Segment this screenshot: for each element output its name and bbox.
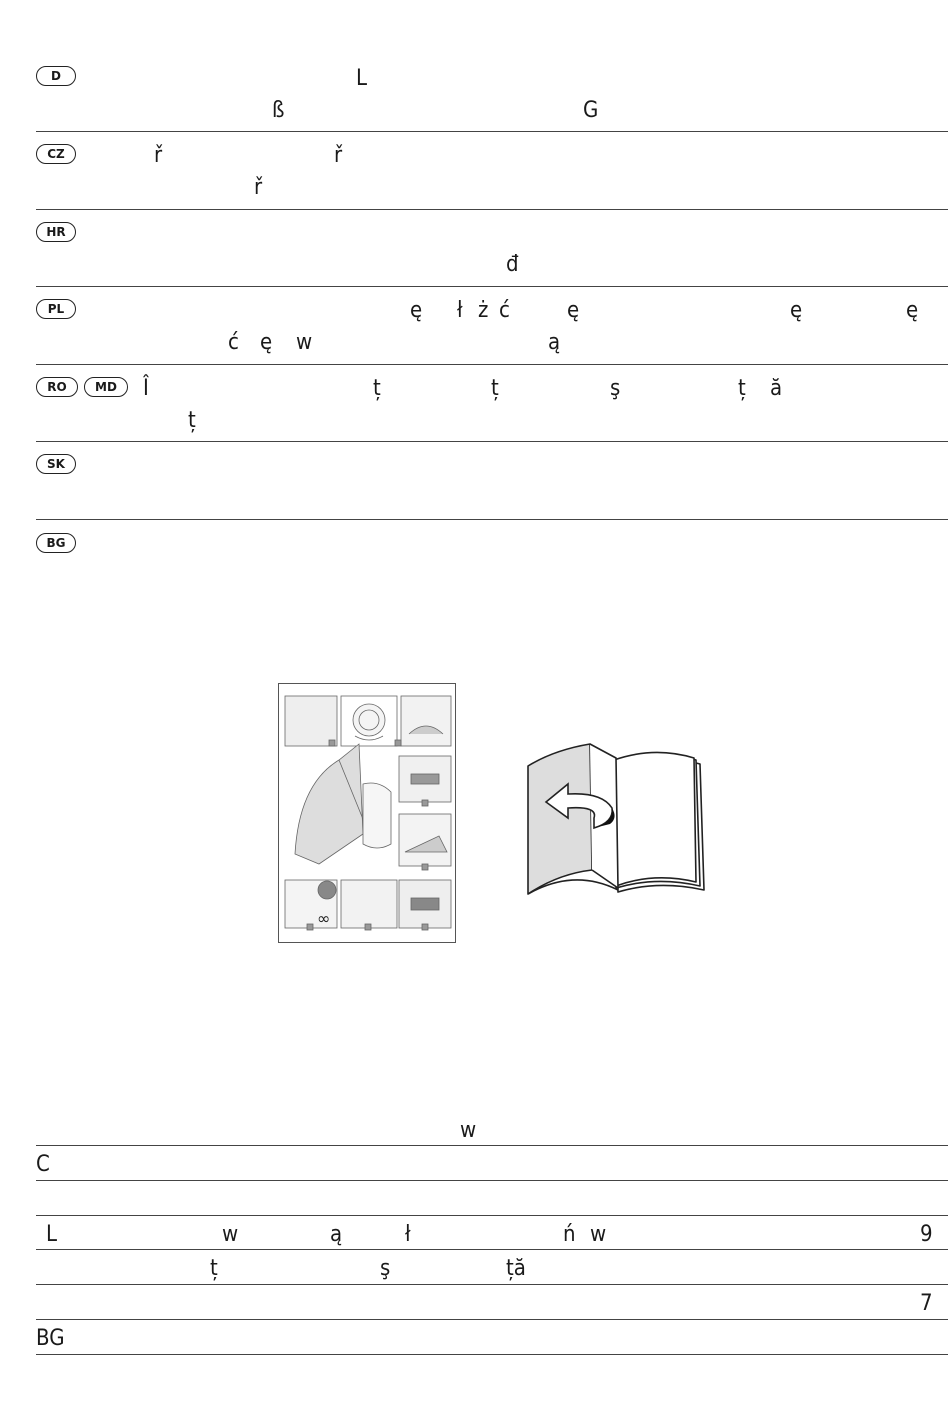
- text-fragment: ć: [228, 330, 239, 355]
- language-badge-pl: PL: [36, 299, 76, 319]
- toc-row-label: BG: [36, 1326, 65, 1351]
- text-fragment: ț: [373, 376, 381, 401]
- language-badge-d: D: [36, 66, 76, 86]
- toc-divider: [36, 1284, 948, 1285]
- text-fragment: ț: [210, 1256, 218, 1281]
- language-badge-cz: CZ: [36, 144, 76, 164]
- text-fragment: ț: [188, 408, 196, 433]
- section-divider: [36, 441, 948, 442]
- svg-text:∞: ∞: [317, 909, 331, 928]
- toc-header-fragment: w: [460, 1118, 477, 1143]
- section-divider: [36, 209, 948, 210]
- text-fragment: w: [296, 330, 313, 355]
- section-divider: [36, 519, 948, 520]
- text-fragment: ł: [405, 1222, 411, 1247]
- text-fragment: ț: [738, 376, 746, 401]
- toc-divider: [36, 1249, 948, 1250]
- text-fragment: Î: [143, 376, 149, 401]
- toc-row-label: C: [36, 1152, 50, 1177]
- text-fragment: ć: [499, 298, 510, 323]
- text-fragment: ß: [272, 98, 285, 123]
- text-fragment: ř: [334, 143, 343, 168]
- text-fragment: L: [356, 66, 368, 91]
- section-divider: [36, 131, 948, 132]
- toc-divider: [36, 1319, 948, 1320]
- text-fragment: ț: [491, 376, 499, 401]
- language-badge-ro: RO: [36, 377, 78, 397]
- text-fragment: ř: [254, 175, 263, 200]
- text-fragment: ş: [610, 376, 621, 401]
- language-badge-md: MD: [84, 377, 128, 397]
- toc-divider: [36, 1354, 948, 1355]
- text-fragment: w: [590, 1222, 607, 1247]
- language-badge-bg: BG: [36, 533, 76, 553]
- text-fragment: ż: [478, 298, 489, 323]
- text-fragment: ń: [563, 1222, 576, 1247]
- foldout-page-illustration: [278, 683, 456, 943]
- text-fragment: ę: [410, 298, 423, 323]
- text-fragment: ę: [567, 298, 580, 323]
- text-fragment: w: [222, 1222, 239, 1247]
- text-fragment: ę: [260, 330, 273, 355]
- toc-page-number: 7: [920, 1291, 933, 1316]
- text-fragment: ă: [770, 376, 783, 401]
- language-badge-sk: SK: [36, 454, 76, 474]
- iron-diagram-icon: [279, 684, 455, 942]
- text-fragment: ą: [548, 330, 561, 355]
- language-badge-hr: HR: [36, 222, 76, 242]
- toc-divider: [36, 1180, 948, 1181]
- open-book-turn-page-icon: [524, 742, 708, 896]
- section-divider: [36, 286, 948, 287]
- text-fragment: G: [583, 98, 599, 123]
- toc-divider: [36, 1145, 948, 1146]
- text-fragment: đ: [506, 252, 519, 277]
- section-divider: [36, 364, 948, 365]
- text-fragment: ş: [380, 1256, 391, 1281]
- text-fragment: ř: [154, 143, 163, 168]
- text-fragment: ę: [790, 298, 803, 323]
- text-fragment: ță: [506, 1256, 526, 1281]
- toc-divider: [36, 1215, 948, 1216]
- toc-row-label: L: [46, 1222, 58, 1247]
- toc-page-number: 9: [920, 1222, 933, 1247]
- text-fragment: ą: [330, 1222, 343, 1247]
- text-fragment: ł: [457, 298, 463, 323]
- text-fragment: ę: [906, 298, 919, 323]
